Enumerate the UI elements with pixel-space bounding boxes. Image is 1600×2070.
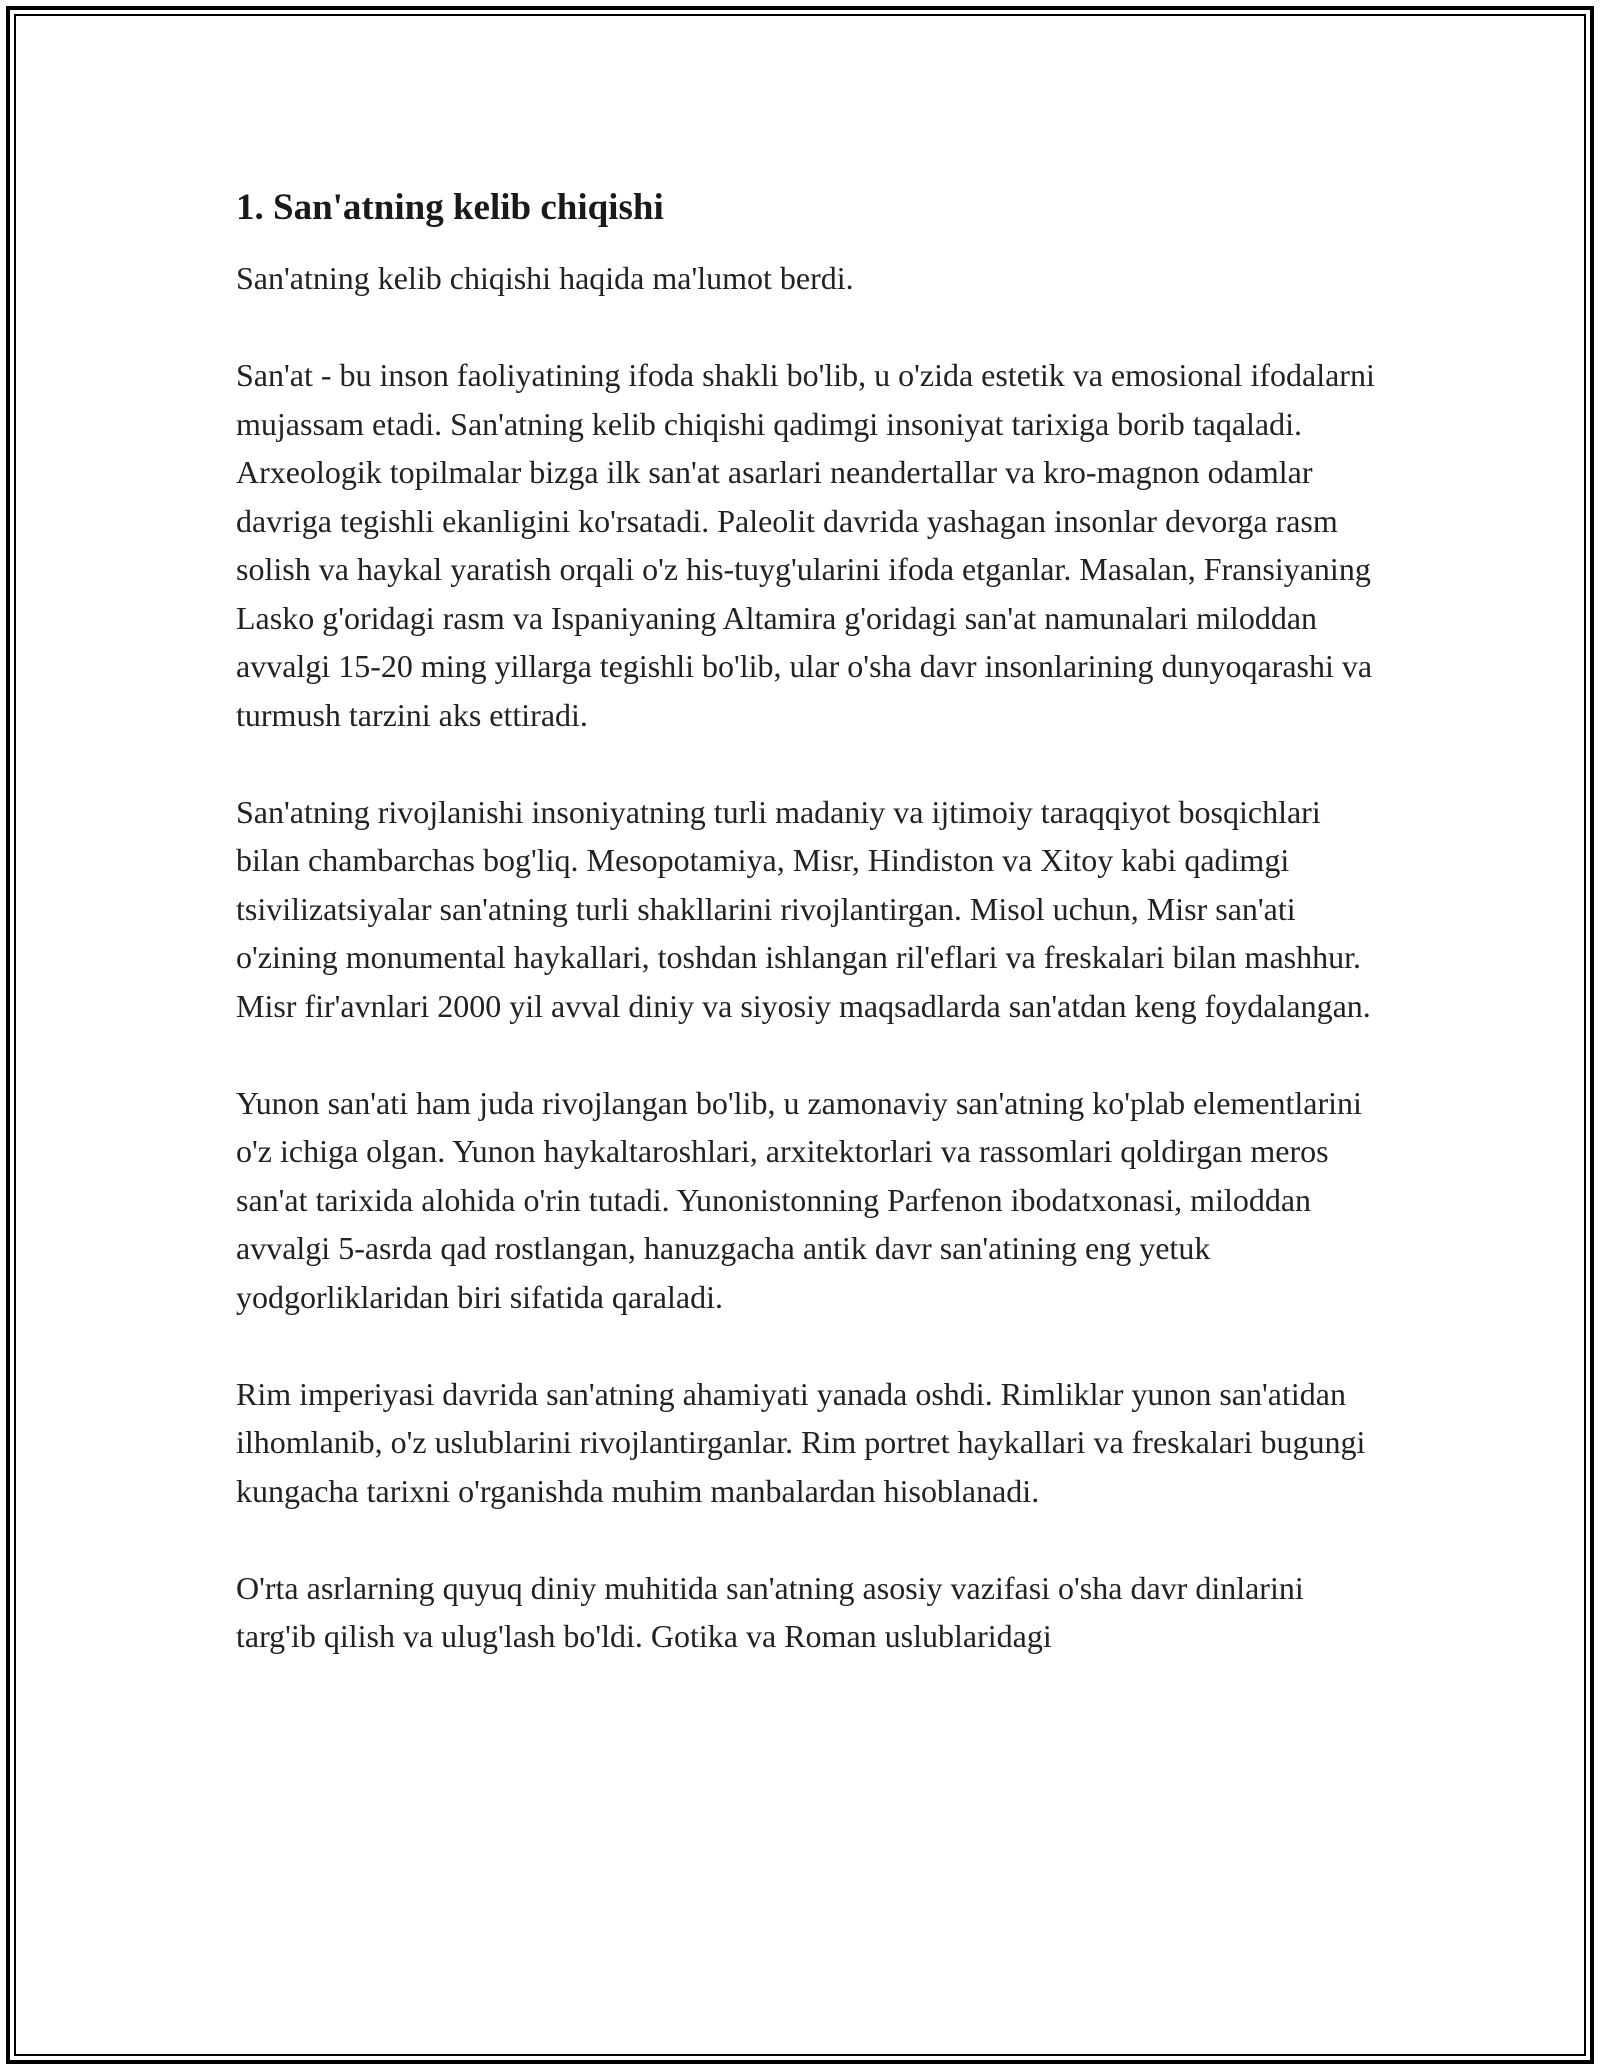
page-title: 1. San'atning kelib chiqishi <box>236 187 664 228</box>
paragraph-greek-art: Yunon san'ati ham juda rivojlangan bo'lib, u zamonaviy san'atning ko'plab elementlarini o'z ichiga olgan. Yunon haykaltaroshlari, arxitektorlari va rassomlari qoldirgan meros san'at tarixida alohida o'rin tutadi. Yunonistonning Parfenon ibodatxonasi, miloddan avvalgi 5-asrda qad rostlangan, hanuzgacha antik davr san'atining eng yetuk yodgorliklaridan biri sifatida qaraladi. <box>236 1084 1362 1315</box>
paragraph-roman-art: Rim imperiyasi davrida san'atning ahamiyati yanada oshdi. Rimliklar yunon san'atidan ilhomlanib, o'z uslublarini rivojlantirganlar. Rim portret haykallari va freskalari bugungi kungacha tarixni o'rganishda muhim manbalardan hisoblanadi. <box>236 1375 1366 1509</box>
document-body <box>236 184 1376 1661</box>
paragraph-middle-ages: O'rta asrlarning quyuq diniy muhitida san'atning asosiy vazifasi o'sha davr dinlarini targ'ib qilish va ulug'lash bo'ldi. Gotika va Roman uslublaridagi <box>236 1569 1304 1654</box>
paragraph-civilizations: San'atning rivojlanishi insoniyatning turli madaniy va ijtimoiy taraqqiyot bosqichlari bilan chambarchas bog'liq. Mesopotamiya, Misr, Hindiston va Xitoy kabi qadimgi tsivilizatsiyalar san'atning turli shakllarini rivojlantirgan. Misol uchun, Misr san'ati o'zining monumental haykallari, toshdan ishlangan ril'eflari va freskalari bilan mashhur. Misr fir'avnlari 2000 yil avval diniy va siyosiy maqsadlarda san'atdan keng foydalangan. <box>236 793 1371 1024</box>
paragraph-origins: San'at - bu inson faoliyatining ifoda shakli bo'lib, u o'zida estetik va emosional ifodalarni mujassam etadi. San'atning kelib chiqishi qadimgi insoniyat tarixiga borib taqaladi. Arxeologik topilmalar bizga ilk san'at asarlari neandertallar va kro-magnon odamlar davriga tegishli ekanligini ko'rsatadi. Paleolit davrida yashagan insonlar devorga rasm solish va haykal yaratish orqali o'z his-tuyg'ularini ifoda etganlar. Masalan, Fransiyaning Lasko g'oridagi rasm va Ispaniyaning Altamira g'oridagi san'at namunalari miloddan avvalgi 15-20 ming yillarga tegishli bo'lib, ular o'sha davr insonlarining dunyoqarashi va turmush tarzini aks ettiradi. <box>236 357 1375 733</box>
intro-paragraph: San'atning kelib chiqishi haqida ma'lumot berdi. <box>236 260 854 296</box>
